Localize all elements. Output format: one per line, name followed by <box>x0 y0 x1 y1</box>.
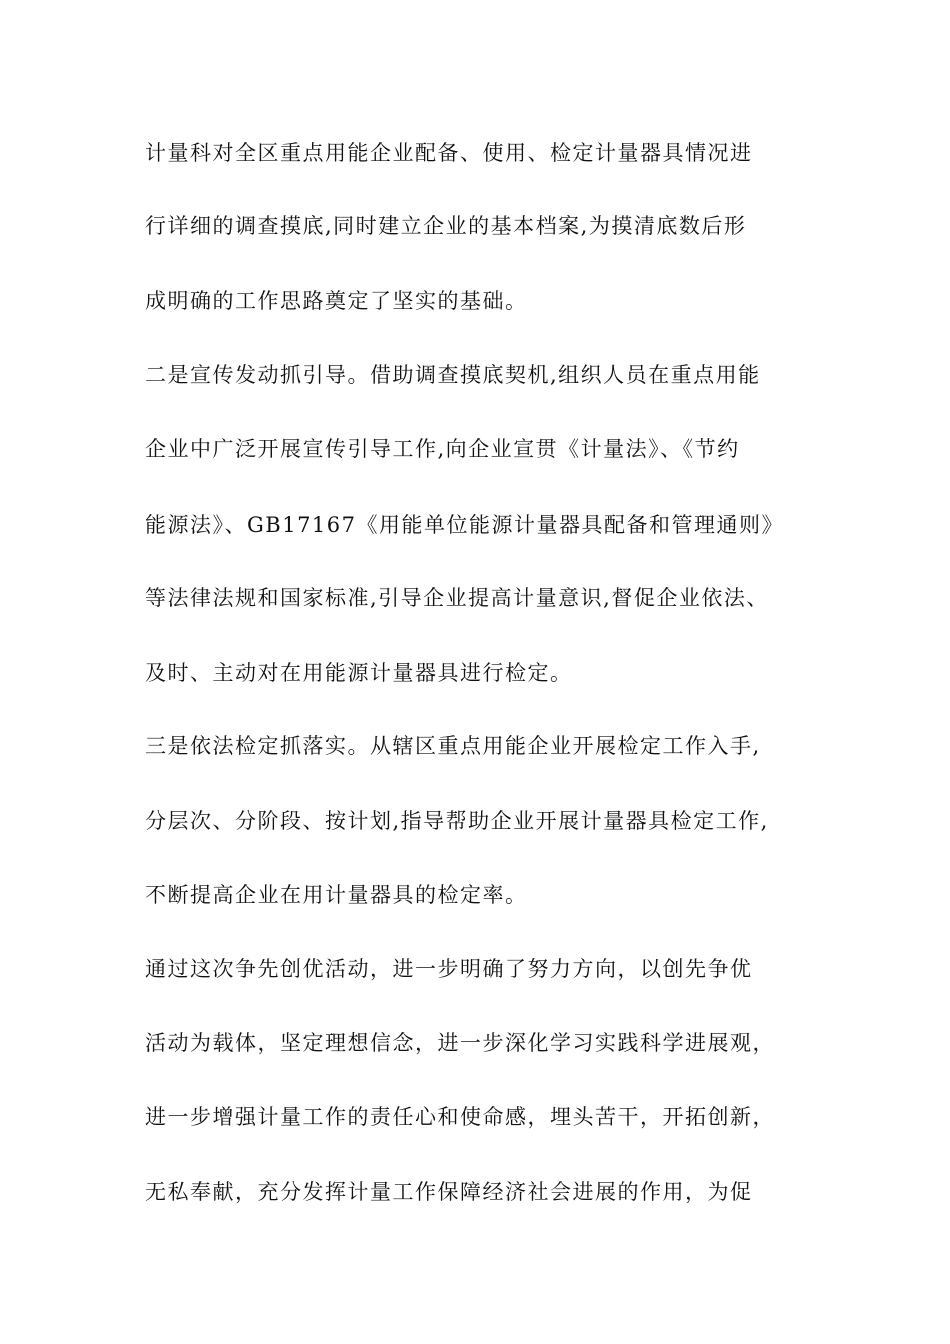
text-line-6: 能源法》、GB17167《用能单位能源计量器具配备和管理通则》 <box>145 513 785 537</box>
text-line-7: 等法律法规和国家标准,引导企业提高计量意识,督促企业依法、 <box>145 586 769 610</box>
text-line-2: 行详细的调查摸底,同时建立企业的基本档案,为摸清底数后形 <box>145 214 747 238</box>
text-line-3: 成明确的工作思路奠定了坚实的基础。 <box>145 289 528 313</box>
text-line-11: 不断提高企业在用计量器具的检定率。 <box>145 883 528 907</box>
text-line-1: 计量科对全区重点用能企业配备、使用、检定计量器具情况进 <box>145 141 753 165</box>
text-line-14: 进一步增强计量工作的责任心和使命感，埋头苦干，开拓创新， <box>145 1105 775 1129</box>
text-line-10: 分层次、分阶段、按计划,指导帮助企业开展计量器具检定工作, <box>145 809 769 833</box>
text-line-8: 及时、主动对在用能源计量器具进行检定。 <box>145 661 573 685</box>
text-line-15: 无私奉献，充分发挥计量工作保障经济社会进展的作用，为促 <box>145 1180 753 1204</box>
text-line-9: 三是依法检定抓落实。从辖区重点用能企业开展检定工作入手, <box>145 734 761 758</box>
text-line-13: 活动为载体，坚定理想信念，进一步深化学习实践科学进展观， <box>145 1031 775 1055</box>
text-line-12: 通过这次争先创优活动，进一步明确了努力方向，以创先争优 <box>145 957 753 981</box>
text-line-4: 二是宣传发动抓引导。借助调查摸底契机,组织人员在重点用能 <box>145 363 761 387</box>
text-line-5: 企业中广泛开展宣传引导工作,向企业宣贯《计量法》、《节约 <box>145 437 740 461</box>
